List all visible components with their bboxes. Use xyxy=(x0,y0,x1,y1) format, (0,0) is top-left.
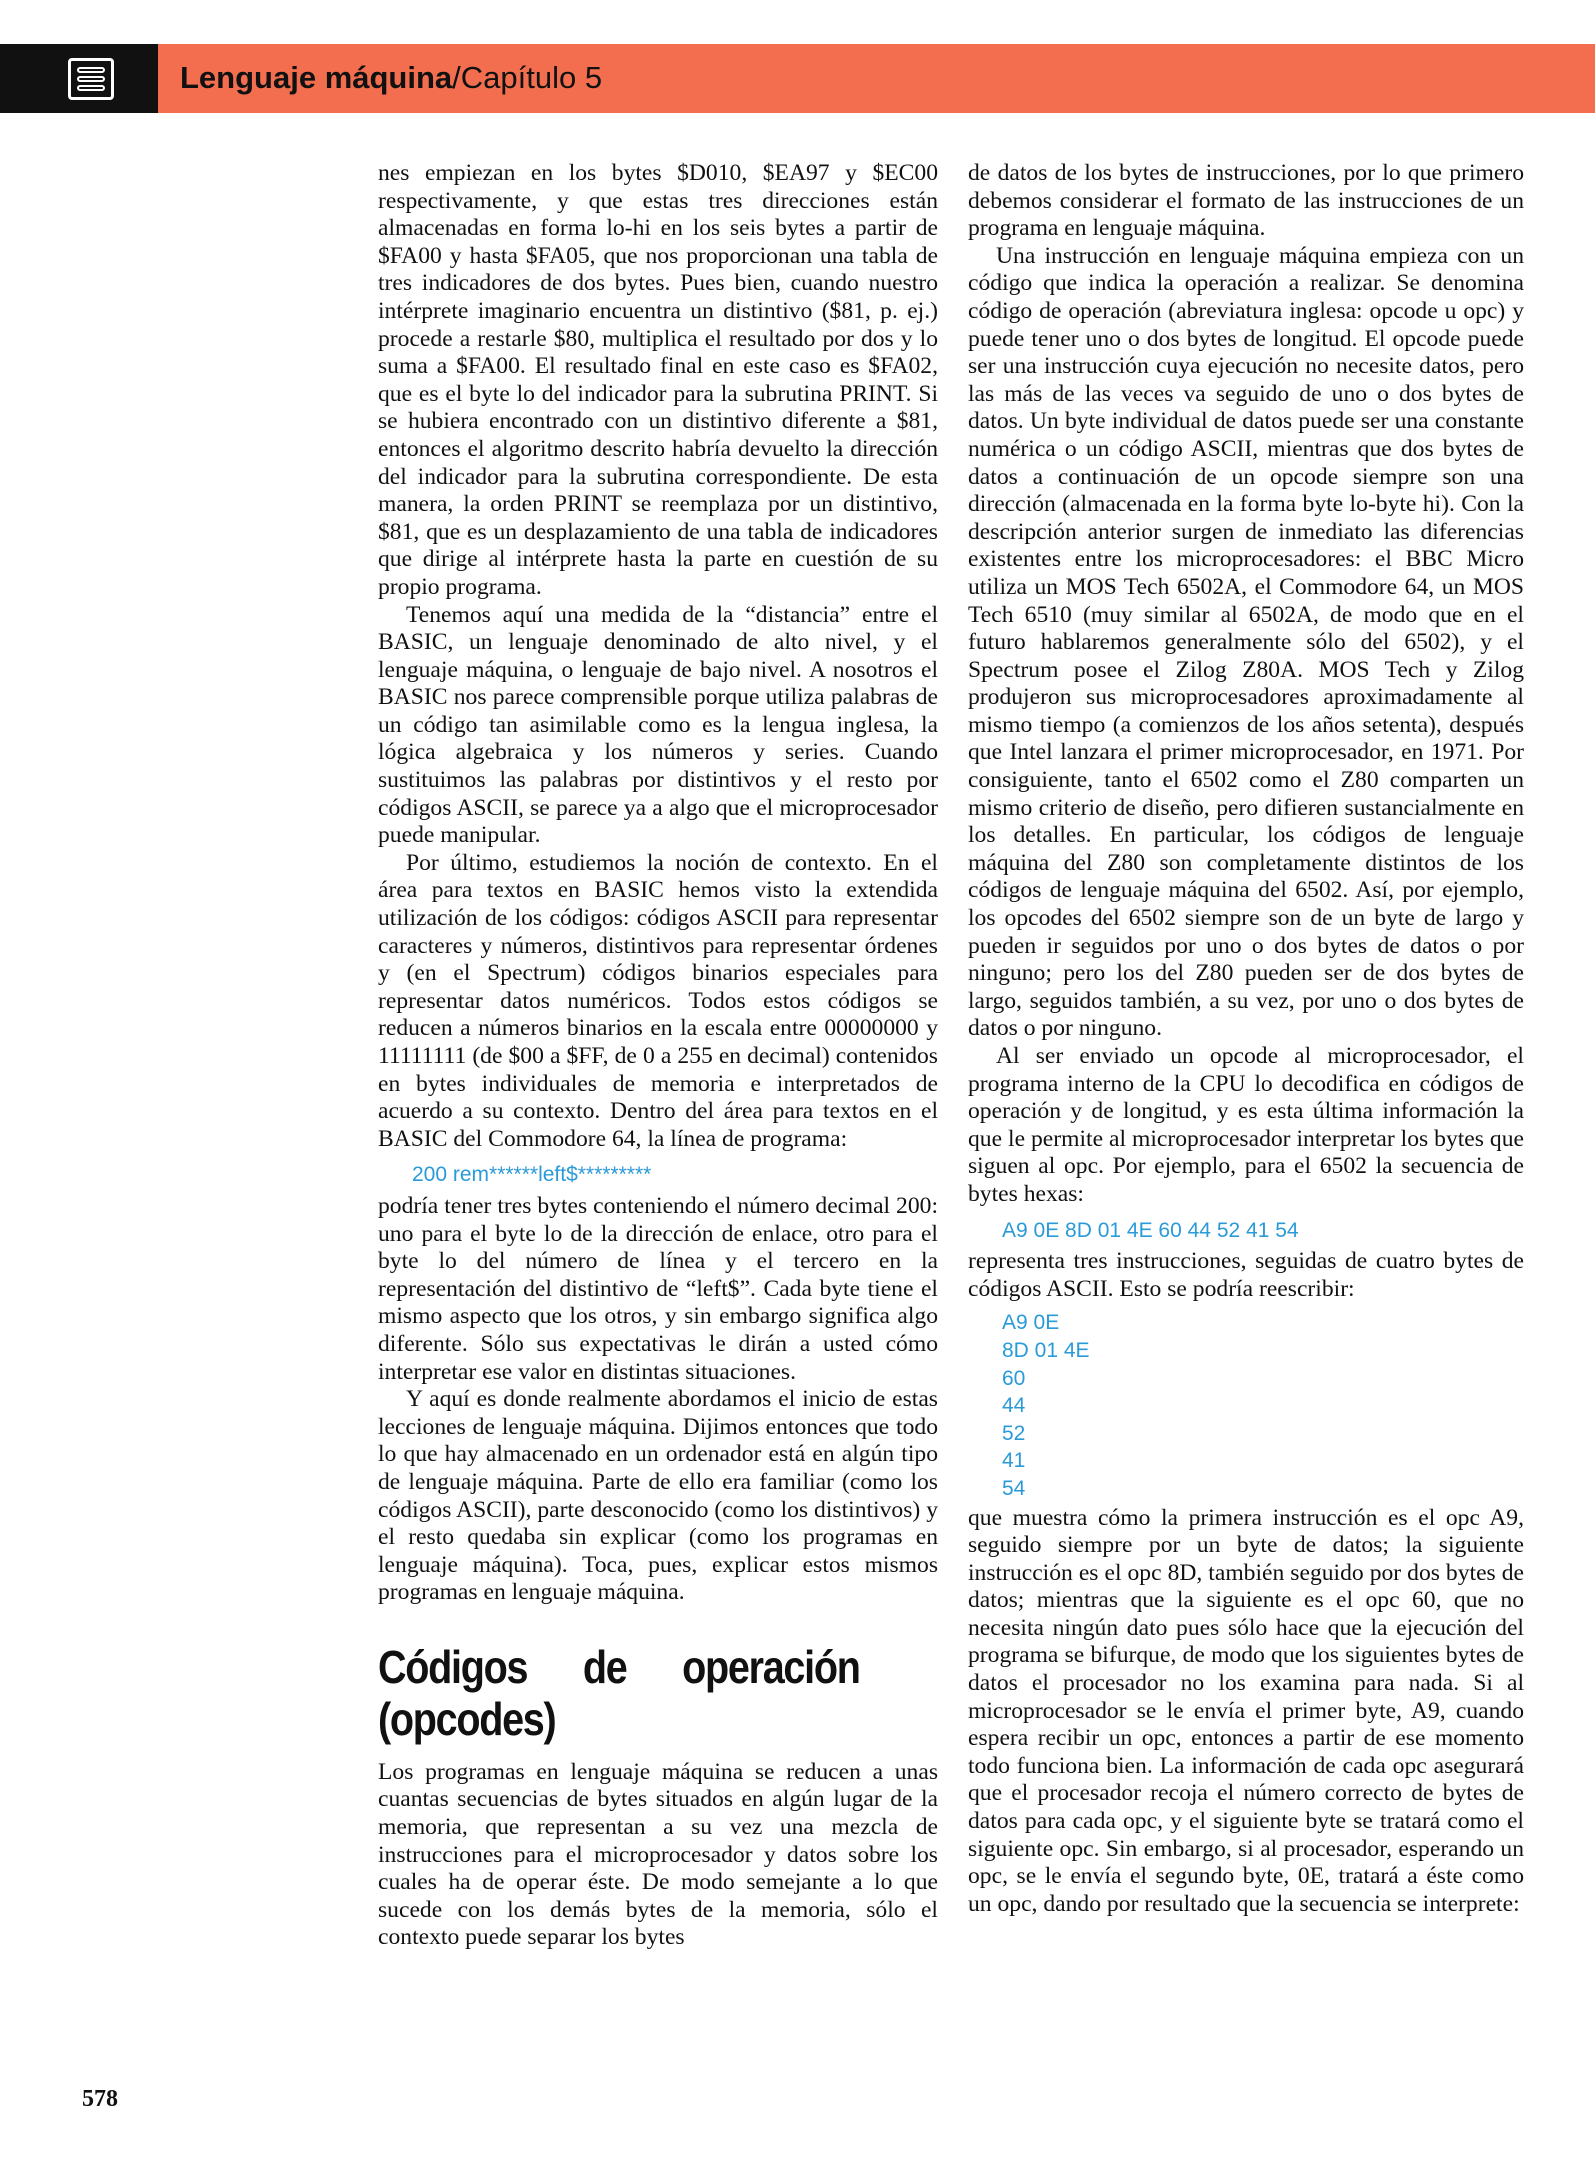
hex-byte-sequence: A9 0E 8D 01 4E 60 44 52 41 54 xyxy=(1002,1218,1299,1242)
chapter-header xyxy=(0,44,1595,113)
paragraph: Por último, estudiemos la noción de contexto. En el área para textos en BASIC hemos visto la extendida utilización de los códigos: códigos ASCII para representar caracteres y números, distintivos para representar órdenes y (en el Spectrum) códigos binarios especiales para representar datos numéricos. Todos estos códigos se reducen a números binarios en la escala entre 00000000 y 11111111 (de $00 a $FF, de 0 a 255 en decimal) contenidos en bytes individuales de memoria e interpretados de acuerdo a su contexto. Dentro del área para textos en el BASIC del Commodore 64, la línea de programa: xyxy=(378,849,938,1152)
paragraph: Una instrucción en lenguaje máquina empieza con un código que indica la operación a realizar. Se denomina código de operación (abreviatura inglesa: opcode u opc) y puede tener uno o dos bytes de longitud. El opcode puede ser una instrucción cuya ejecución no necesite datos, pero las más de las veces va seguido de uno o dos bytes de datos. Un byte individual de datos puede ser una constante numérica o un código ASCII, mientras que dos bytes de datos a continuación de un opcode siempre son una dirección (almacenada en la forma byte lo-byte hi). Con la descripción anterior surgen de inmediato las diferencias existentes entre los microprocesadores: el BBC Micro utiliza un MOS Tech 6502A, el Commodore 64, un MOS Tech 6510 (muy similar al 6502A, de modo que en el futuro hablaremos generalmente sólo del 6502), y el Spectrum posee el Zilog Z80A. MOS Tech y Zilog produjeron sus microprocesadores aproximadamente al mismo tiempo (a comienzos de los años setenta), después que Intel lanzara el primer microprocesador, en 1971. Por consiguiente, tanto el 6502 como el Z80 comparten un mismo criterio de diseño, pero difieren sustancialmente en los detalles. En particular, los códigos de lenguaje máquina del Z80 son completamente distintos de los códigos de lenguaje máquina del 6502. Así, por ejemplo, los opcodes del 6502 siempre son de un byte de largo y pueden ir seguidos por uno o dos bytes de datos o por ninguno; pero los del Z80 pueden ser de dos bytes de largo, seguidos también, a su vez, por uno o dos bytes de datos o por ninguno. xyxy=(968,242,1524,1042)
paragraph: Tenemos aquí una medida de la “distancia” entre el BASIC, un lenguaje denominado de alto nivel, y el lenguaje máquina, o lenguaje de bajo nivel. A nosotros el BASIC nos parece comprensible porque utiliza palabras de un código tan asimilable como es la lengua inglesa, la lógica algebraica y los números y series. Cuando sustituimos las palabras por distintivos y el resto por códigos ASCII, se parece ya a algo que el microprocesador puede manipular. xyxy=(378,601,938,849)
paragraph: representa tres instrucciones, seguidas de cuatro bytes de códigos ASCII. Esto se podría reescribir: xyxy=(968,1248,1524,1302)
hex-line: 60 xyxy=(1002,1366,1026,1390)
left-column xyxy=(378,160,938,1952)
right-column xyxy=(968,160,1524,1918)
page-number: 578 xyxy=(82,2086,118,2112)
header-icon-block xyxy=(0,44,158,113)
hex-line: 54 xyxy=(1002,1476,1026,1500)
chapter-title-rest: /Capítulo 5 xyxy=(452,60,603,95)
chapter-title-bold: Lenguaje máquina xyxy=(180,60,453,95)
section-heading: Códigos de operación (opcodes) xyxy=(378,1640,860,1745)
hex-line: 52 xyxy=(1002,1421,1026,1445)
hex-line: 8D 01 4E xyxy=(1002,1338,1090,1362)
machine-code-chip-icon xyxy=(68,58,114,100)
paragraph: que muestra cómo la primera instrucción es el opc A9, seguido siempre por un byte de datos; la siguiente instrucción es el opc 8D, también seguido por dos bytes de datos; mientras que la siguiente es el opc 60, que no necesita ningún dato pues sólo hace que la ejecución del programa se bifurque, de modo que los siguientes bytes de datos el procesador no los examina para nada. Si al microprocesador se le envía el primer byte, A9, cuando espera recibir un opc, entonces a partir de ese momento todo funciona bien. La información de cada opc asegurará que el procesador recoja el número correcto de bytes de datos para cada opc, y el siguiente byte se tratará como el siguiente opc. Sin embargo, si al procesador, esperando un opc, se le envía el segundo byte, 0E, tratará a éste como un opc, dando por resultado que la secuencia se interprete: xyxy=(968,1504,1524,1917)
chapter-title xyxy=(180,60,602,96)
paragraph: nes empiezan en los bytes $D010, $EA97 y $EC00 respectivamente, y que estas tres direcciones están almacenadas en forma lo-hi en los seis bytes a partir de $FA00 y hasta $FA05, que nos proporcionan una tabla de tres indicadores de dos bytes. Pues bien, cuando nuestro intérprete imaginario encuentra un distintivo ($81, p. ej.) procede a restarle $80, multiplica el resultado por dos y lo suma a $FA00. El resultado final en este caso es $FA02, que es el byte lo del indicador para la subrutina PRINT. Si se hubiera encontrado con un distintivo diferente a $81, entonces el algoritmo descrito habría devuelto la dirección del indicador para la subrutina correspondiente. De esta manera, la orden PRINT se reemplaza por un distintivo, $81, que es un desplazamiento de una tabla de indicadores que dirige al intérprete hasta la parte en cuestión de su propio programa. xyxy=(378,160,938,600)
code-listing: 200 rem******left$********* xyxy=(412,1163,652,1187)
paragraph: podría tener tres bytes conteniendo el número decimal 200: uno para el byte lo de la dirección de enlace, otro para el byte lo del número de línea y el tercero en la representación del distintivo de “left$”. Cada byte tiene el mismo aspecto que los otros, y sin embargo significa algo diferente. Sólo sus expectativas le dirán a usted cómo interpretar ese valor en distintas situaciones. xyxy=(378,1192,938,1385)
hex-line: 41 xyxy=(1002,1449,1026,1473)
paragraph: Los programas en lenguaje máquina se reducen a unas cuantas secuencias de bytes situados en algún lugar de la memoria, que representan a su vez una mezcla de instrucciones para el microprocesador y datos sobre los cuales ha de operar éste. De modo semejante a lo que sucede con los demás bytes de la memoria, sólo el contexto puede separar los bytes xyxy=(378,1758,938,1951)
paragraph: de datos de los bytes de instrucciones, por lo que primero debemos considerar el formato de las instrucciones de un programa en lenguaje máquina. xyxy=(968,160,1524,242)
paragraph: Y aquí es donde realmente abordamos el inicio de estas lecciones de lenguaje máquina. Dijimos entonces que todo lo que hay almacenado en un ordenador está en algún tipo de lenguaje máquina. Parte de ello era familiar (como los códigos ASCII), parte desconocido (como los distintivos) y el resto quedaba sin explicar (como los programas en lenguaje máquina). Toca, pues, explicar estos mismos programas en lenguaje máquina. xyxy=(378,1386,938,1606)
paragraph: Al ser enviado un opcode al microprocesador, el programa interno de la CPU lo decodifica en códigos de operación y de longitud, y es esta última información la que le permite al microprocesador interpretar los bytes que siguen al opc. Por ejemplo, para el 6502 la secuencia de bytes hexas: xyxy=(968,1043,1524,1207)
hex-line: A9 0E xyxy=(1002,1311,1060,1335)
hex-line: 44 xyxy=(1002,1394,1026,1418)
hex-byte-listing xyxy=(1002,1309,1524,1502)
